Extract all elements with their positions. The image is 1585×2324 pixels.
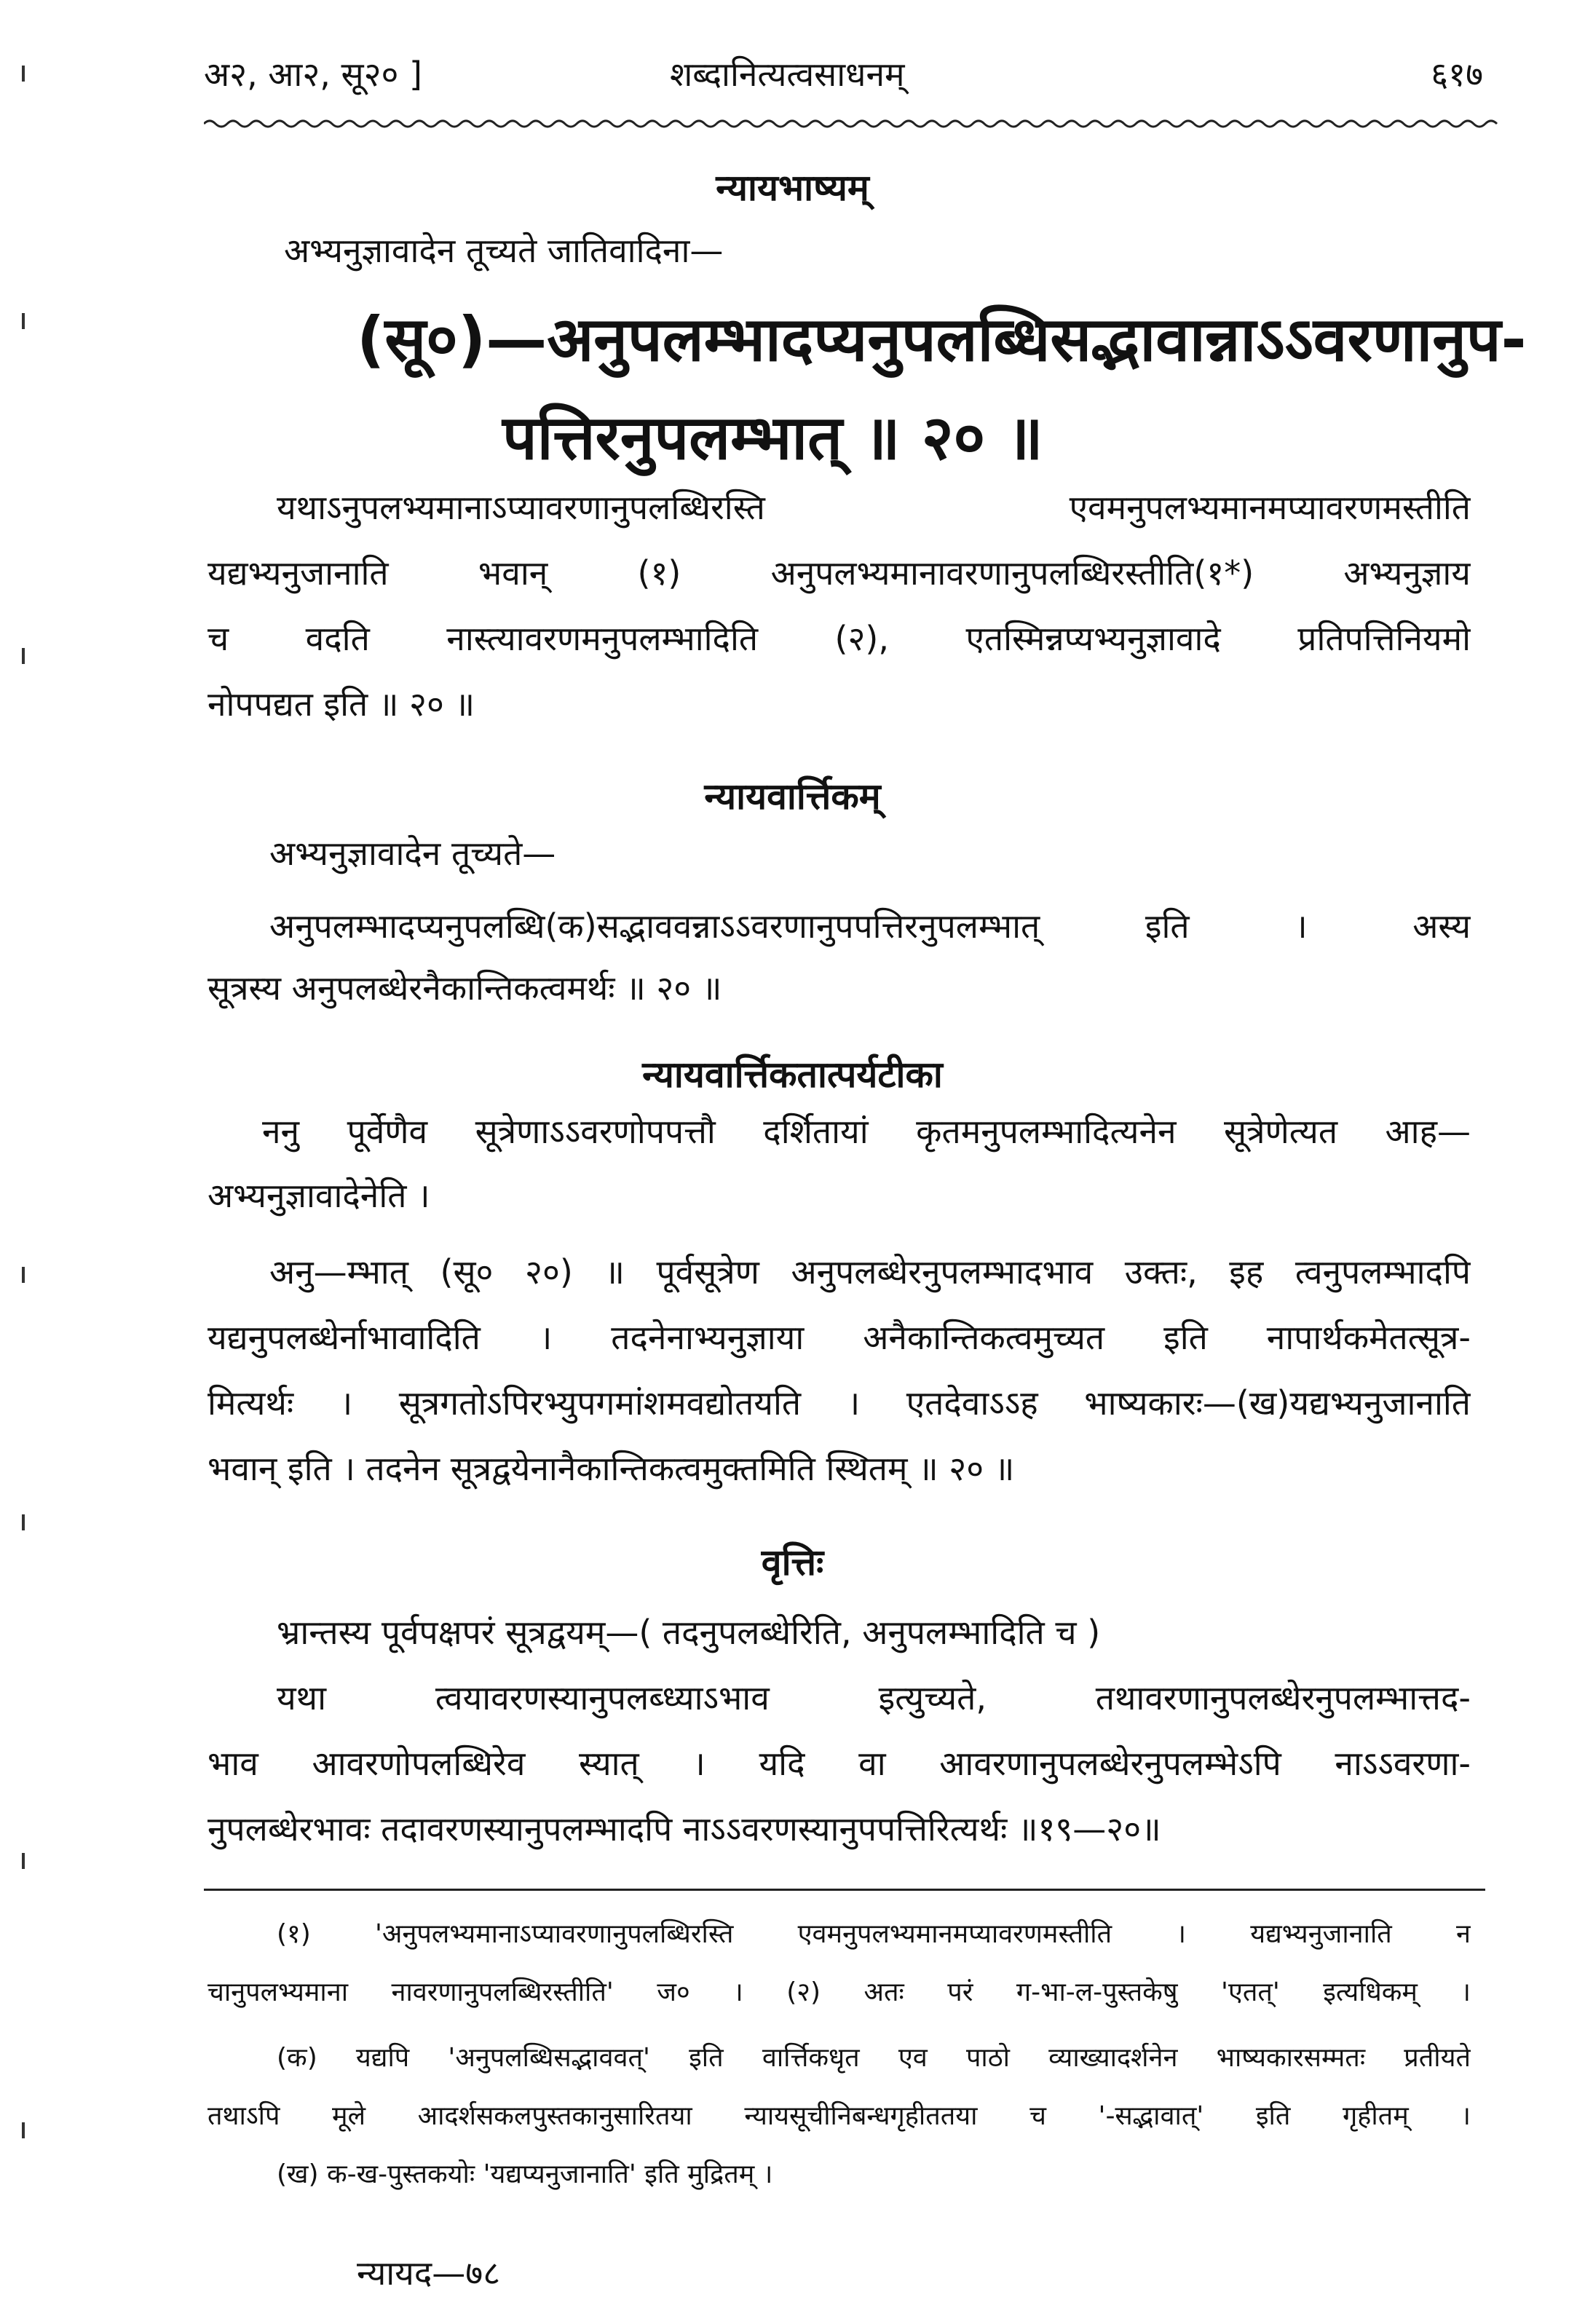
bhashya-line: यद्यभ्यनुजानाति भवान् (१) अनुपलभ्यमानावरणानुपलब्धिरस्तीति(१*) अभ्यनुज्ञाय	[207, 553, 1471, 593]
signature-mark: न्यायद—७८	[357, 2253, 501, 2293]
sutra-line-1: (सू०)—अनुपलम्भादप्यनुपलब्धिसद्भावान्नाऽऽवरणानुप-	[357, 304, 1527, 375]
bhashya-intro: अभ्यनुज्ञावादेन तूच्यते जातिवादिना—	[284, 231, 724, 270]
tika-line: अनु—म्भात् (सू० २०) ॥ पूर्वसूत्रेण अनुपलब्धेरनुपलम्भादभाव उक्तः, इह त्वनुपलम्भादपि	[269, 1252, 1471, 1292]
tika-line: यद्यनुपलब्धेर्नाभावादिति । तदनेनाभ्यनुज्ञाया अनैकान्तिकत्वमुच्यत इति नापार्थकमेतत्सूत्र-	[207, 1318, 1471, 1357]
vritti-heading: वृत्तिः	[761, 1541, 824, 1584]
margin-mark	[22, 313, 25, 329]
tika-line: ननु पूर्वेणैव सूत्रेणाऽऽवरणोपपत्तौ दर्शितायां कृतमनुपलम्भादित्यनेन सूत्रेणेत्यत आह—	[262, 1112, 1471, 1151]
page-number: ६१७	[1431, 55, 1483, 94]
bhashya-line: यथाऽनुपलभ्यमानाऽप्यावरणानुपलब्धिरस्ति एवमनुपलभ्यमानमप्यावरणमस्तीति	[277, 488, 1471, 527]
footnote-line: तथाऽपि मूले आदर्शसकलपुस्तकानुसारितया न्यायसूचीनिबन्धगृहीततया च '-सद्भावात्' इति गृहीतम् ।	[207, 2101, 1471, 2131]
footnote-line: (क) यद्यपि 'अनुपलब्धिसद्भाववत्' इति वार्त्तिकधृत एव पाठो व्याख्यादर्शनेन भाष्यकारसम्मतः प्रतीयते	[277, 2043, 1471, 2073]
tika-line: मित्यर्थः । सूत्रगतोऽपिरभ्युपगमांशमवद्योतयति । एतदेवाऽऽह भाष्यकारः—(ख)यद्यभ्यनुजानाति	[207, 1383, 1471, 1423]
margin-mark	[22, 648, 25, 664]
margin-mark	[22, 1853, 25, 1869]
margin-mark	[22, 2122, 25, 2138]
vritti-line: नुपलब्धेरभावः तदावरणस्यानुपलम्भादपि नाऽऽवरणस्यानुपपत्तिरित्यर्थः ॥१९—२०॥	[207, 1809, 1161, 1849]
header-title: शब्दानित्यत्वसाधनम्	[670, 55, 905, 94]
bhashya-line: नोपपद्यत इति ॥ २० ॥	[207, 684, 475, 724]
footnote-rule	[204, 1889, 1485, 1891]
varttika-heading: न्यायवार्त्तिकम्	[704, 775, 881, 818]
vritti-line: भ्रान्तस्य पूर्वपक्षपरं सूत्रद्वयम्—( तदनुपलब्धेरिति, अनुपलम्भादिति च )	[277, 1613, 1101, 1652]
bhashya-line: च वदति नास्त्यावरणमनुपलम्भादिति (२), एतस्मिन्नप्यभ्यनुज्ञावादे प्रतिपत्तिनियमो	[207, 619, 1471, 658]
vritti-line: यथा त्वयावरणस्यानुपलब्ध्याऽभाव इत्युच्यते, तथावरणानुपलब्धेरनुपलम्भात्तद-	[277, 1678, 1471, 1718]
varttika-line: अनुपलम्भादप्यनुपलब्धि(क)सद्भाववन्नाऽऽवरणानुपपत्तिरनुपलम्भात् इति । अस्य	[269, 906, 1471, 946]
tika-line: अभ्यनुज्ञावादेनेति ।	[207, 1176, 430, 1215]
wavy-rule	[204, 116, 1500, 131]
running-header	[204, 44, 1483, 109]
margin-mark	[22, 1514, 25, 1530]
sutra-line-2: पत्तिरनुपलम्भात् ॥ २० ॥	[502, 402, 1043, 473]
margin-mark	[22, 1267, 25, 1283]
tika-heading: न्यायवार्त्तिकतात्पर्यटीका	[642, 1054, 943, 1096]
footnote-line: चानुपलभ्यमाना नावरणानुपलब्धिरस्तीति' ज० । (२) अतः परं ग-भा-ल-पुस्तकेषु 'एतत्' इत्यधिकम् ।	[207, 1977, 1471, 2007]
margin-mark	[22, 66, 25, 82]
varttika-line: सूत्रस्य अनुपलब्धेरनैकान्तिकत्वमर्थः ॥ २० ॥	[207, 968, 722, 1008]
footnote-line: (ख) क-ख-पुस्तकयोः 'यद्यप्यनुजानाति' इति मुद्रितम् ।	[277, 2159, 773, 2189]
header-reference: अ२, आ२, सू२० ]	[204, 55, 422, 94]
vritti-line: भाव आवरणोपलब्धिरेव स्यात् । यदि वा आवरणानुपलब्धेरनुपलम्भेऽपि नाऽऽवरणा-	[207, 1744, 1471, 1783]
varttika-intro: अभ्यनुज्ञावादेन तूच्यते—	[269, 834, 556, 873]
bhashya-heading: न्यायभाष्यम्	[716, 167, 869, 209]
footnote-line: (१) 'अनुपलभ्यमानाऽप्यावरणानुपलब्धिरस्ति एवमनुपलभ्यमानमप्यावरणमस्तीति । यद्यभ्यनुजानाति न	[277, 1919, 1471, 1949]
tika-line: भवान् इति । तदनेन सूत्रद्वयेनानैकान्तिकत्वमुक्तमिति स्थितम् ॥ २० ॥	[207, 1449, 1015, 1488]
